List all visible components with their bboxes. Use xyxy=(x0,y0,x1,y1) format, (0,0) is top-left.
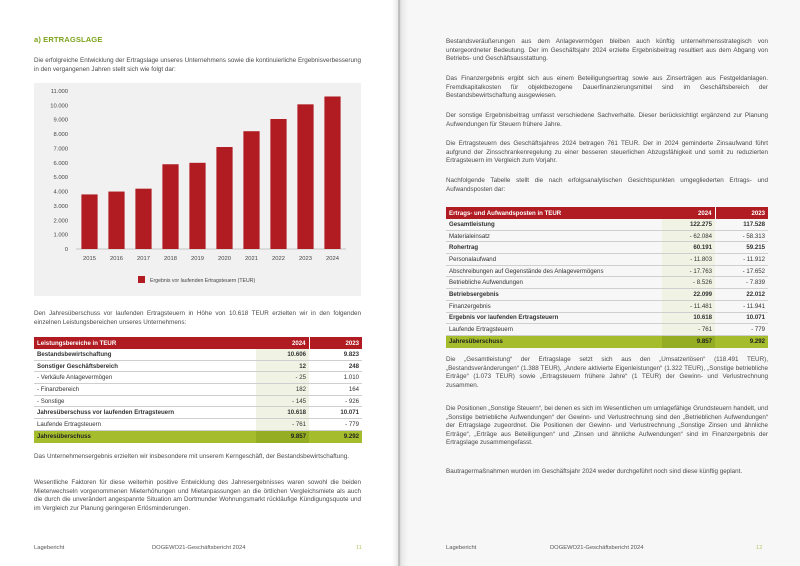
y-tick-label: 10.000 xyxy=(50,103,68,110)
y-tick-label: 1.000 xyxy=(53,232,68,239)
header-label: Ertrags- und Aufwandsposten in TEUR xyxy=(446,207,662,219)
value-2023: 117.528 xyxy=(715,219,768,230)
value-2023: 10.071 xyxy=(309,407,362,419)
table-row xyxy=(446,254,768,266)
value-2024: 182 xyxy=(256,384,309,396)
paragraph-total-output: Die „Gesamtleistung“ der Ertragslage setzt sich aus den „Umsatzerlösen“ (118.491 TEUR), „Bestandsveränderungen“ (1.388 TEUR), „Andere aktivierte Eigenleistungen“ (1.322 TEUR), „Sonstige betriebliche Erträge“ (1.073 TEUR) sowie „Ertragsteuern frühere Jahre“ (1 TEUR) der Gewinn- und Verlustrechnung zusammen. xyxy=(446,356,768,389)
value-2023: - 11.941 xyxy=(715,300,768,312)
x-tick-label: 2021 xyxy=(245,256,258,262)
value-2024: 12 xyxy=(256,360,309,372)
value-2023: - 11.912 xyxy=(715,254,768,266)
table-row xyxy=(446,277,768,289)
value-2023: 59.215 xyxy=(715,242,768,254)
left-page xyxy=(0,0,398,566)
bar-2019 xyxy=(189,163,205,249)
factors-paragraph: Wesentliche Faktoren für diese weiterhin positive Entwicklung des Jahresergebnisses waren sowohl die beiden Mieterwechseln vorgenommenen Mieterhöhungen und Mietanpassungen an die örtlichen Vergleichsmiete als auch die durch die unverändert angespannte Situation am Dortmunder Wohnungsmarkt rückläufige Kündigungsquote und im Vergleich zur Planung geringeren Erlösminderungen. xyxy=(34,479,361,512)
table-row xyxy=(34,407,362,419)
y-tick-label: 5.000 xyxy=(53,175,68,182)
total-label: Jahresüberschuss xyxy=(446,335,662,348)
total-2023: 9.292 xyxy=(715,335,768,348)
value-2024: 10.618 xyxy=(662,312,715,324)
bar-2017 xyxy=(135,189,151,249)
value-2023: - 926 xyxy=(309,395,362,407)
table-row xyxy=(446,289,768,301)
table-row xyxy=(446,242,768,254)
value-2023: - 58.313 xyxy=(715,230,768,242)
row-label: Jahresüberschuss vor laufenden Ertragsteuern xyxy=(34,407,256,419)
table-header xyxy=(34,337,362,349)
table-row xyxy=(34,395,362,407)
y-tick-label: 6.000 xyxy=(53,160,68,167)
business-areas-table xyxy=(34,337,362,443)
table-row xyxy=(446,324,768,336)
result-paragraph: Das Unternehmensergebnis erzielten wir insbesondere mit unserem Kerngeschäft, der Bestandsbewirtschaftung. xyxy=(34,453,350,460)
x-tick-label: 2018 xyxy=(164,256,177,262)
row-label: Sonstiger Geschäftsbereich xyxy=(34,360,256,372)
x-tick-label: 2023 xyxy=(299,256,312,262)
x-tick-label: 2019 xyxy=(191,256,204,262)
section-heading: a) ERTRAGSLAGE xyxy=(34,35,103,44)
row-label: Personalaufwand xyxy=(446,254,662,266)
y-tick-label: 4.000 xyxy=(53,189,68,196)
row-label: Betriebliche Aufwendungen xyxy=(446,277,662,289)
table-row xyxy=(446,230,768,242)
value-2023: 22.012 xyxy=(715,289,768,301)
x-tick-label: 2017 xyxy=(137,256,150,262)
total-2024: 9.857 xyxy=(662,335,715,348)
table-row xyxy=(34,419,362,431)
value-2023: 1.010 xyxy=(309,372,362,384)
y-tick-label: 9.000 xyxy=(53,117,68,124)
value-2024: 122.275 xyxy=(662,219,715,230)
page-number: 11 xyxy=(356,545,363,551)
value-2024: 22.099 xyxy=(662,289,715,301)
table-row xyxy=(446,219,768,230)
y-tick-label: 2.000 xyxy=(53,218,68,225)
value-2023: - 779 xyxy=(309,419,362,431)
footer-report-title: DOGEWO21-Geschäftsbericht 2024 xyxy=(152,545,246,551)
row-label: - Sonstige xyxy=(34,395,256,407)
value-2023: - 7.839 xyxy=(715,277,768,289)
total-label: Jahresüberschuss xyxy=(34,430,256,443)
table-row xyxy=(34,360,362,372)
table-row xyxy=(34,372,362,384)
earnings-chart xyxy=(34,83,361,296)
x-tick-label: 2016 xyxy=(110,256,123,262)
row-label: Abschreibungen auf Gegenstände des Anlagevermögens xyxy=(446,265,662,277)
row-label: Rohertrag xyxy=(446,242,662,254)
table-row xyxy=(34,384,362,396)
income-expense-table xyxy=(446,207,768,348)
paragraph-asset-sales: Bestandsveräußerungen aus dem Anlagevermögen bleiben auch künftig unternehmensstrategisch von untergeordneter Bedeutung. Der im Geschäftsjahr 2024 erzielte Ergebnisbeitrag resultiert aus dem Abgang von Betriebs- und Geschäftsausstattung. xyxy=(446,38,768,63)
page-number: 12 xyxy=(756,545,763,551)
value-2023: 248 xyxy=(309,360,362,372)
row-label: Finanzergebnis xyxy=(446,300,662,312)
value-2023: 9.823 xyxy=(309,349,362,360)
chart-followup-paragraph: Den Jahresüberschuss vor laufenden Ertragsteuern in Höhe von 10.618 TEUR erzielten wir in den folgenden einzelnen Leistungsbereichen unseres Unternehmens: xyxy=(34,310,361,326)
bar-2015 xyxy=(81,194,97,249)
y-tick-label: 11.000 xyxy=(50,89,68,95)
value-2024: 10.618 xyxy=(256,407,309,419)
header-2024: 2024 xyxy=(256,337,309,349)
value-2024: - 25 xyxy=(256,372,309,384)
value-2024: 60.191 xyxy=(662,242,715,254)
table-row xyxy=(34,349,362,360)
table-row xyxy=(446,312,768,324)
x-tick-label: 2024 xyxy=(326,256,339,262)
value-2024: - 62.084 xyxy=(662,230,715,242)
total-row xyxy=(34,430,362,443)
table-row xyxy=(446,300,768,312)
legend-label: Ergebnis vor laufenden Ertragsteuern (TEUR) xyxy=(150,278,256,284)
paragraph-developer-measures: Bautragermaßnahmen wurden im Geschäftsjahr 2024 weder durchgeführt noch sind diese künftig geplant. xyxy=(446,468,743,475)
y-tick-label: 8.000 xyxy=(53,132,68,139)
total-2023: 9.292 xyxy=(309,430,362,443)
bar-2018 xyxy=(162,164,178,249)
paragraph-table-intro: Nachfolgende Tabelle stellt die nach erfolgsanalytischen Gesichtspunkten umgegliederten Ertrags- und Aufwandsposten dar: xyxy=(446,177,768,193)
row-label: Ergebnis vor laufenden Ertragsteuern xyxy=(446,312,662,324)
x-tick-label: 2015 xyxy=(83,256,96,262)
y-tick-label: 0 xyxy=(64,247,68,253)
header-label: Leistungsbereiche in TEUR xyxy=(34,337,256,349)
row-label: Gesamtleistung xyxy=(446,219,662,230)
page-fold-shadow xyxy=(392,0,408,566)
value-2024: - 761 xyxy=(662,324,715,336)
row-label: Materialeinsatz xyxy=(446,230,662,242)
bar-2020 xyxy=(216,147,232,249)
legend-swatch xyxy=(138,276,145,283)
row-label: - Finanzbereich xyxy=(34,384,256,396)
total-2024: 9.857 xyxy=(256,430,309,443)
right-page xyxy=(400,0,800,566)
row-label: Bestandsbewirtschaftung xyxy=(34,349,256,360)
bar-2016 xyxy=(108,192,124,249)
value-2024: - 11.803 xyxy=(662,254,715,266)
paragraph-taxes: Die Ertragsteuern des Geschäftsjahres 2024 betragen 761 TEUR. Der in 2024 geminderte Zinsaufwand führt aufgrund der Zinsschrankenregelung zu einer besseren steuerlichen Abzugsfähigkeit und somit zu reduzierten Ertragsteuern im Vergleich zum Vorjahr. xyxy=(446,140,768,165)
value-2024: - 17.763 xyxy=(662,265,715,277)
y-tick-label: 3.000 xyxy=(53,203,68,210)
paragraph-other-result: Der sonstige Ergebnisbeitrag umfasst verschiedene Sachverhalte. Dieser berücksichtigt ergänzend zur Planung Aufwendungen für Steuern frühere Jahre. xyxy=(446,112,768,128)
intro-paragraph: Die erfolgreiche Entwicklung der Ertragslage unseres Unternehmens sowie die kontinuierliche Ergebnisverbesserung in den vergangenen Jahren stellt sich wie folgt dar: xyxy=(34,57,361,73)
bar-2022 xyxy=(270,119,286,249)
table-header xyxy=(446,207,768,219)
bar-2021 xyxy=(243,131,259,249)
value-2024: - 8.526 xyxy=(662,277,715,289)
x-tick-label: 2020 xyxy=(218,256,231,262)
value-2023: 10.071 xyxy=(715,312,768,324)
header-2024: 2024 xyxy=(662,207,715,219)
y-tick-label: 7.000 xyxy=(53,146,68,153)
bar-2023 xyxy=(297,104,313,249)
value-2024: - 145 xyxy=(256,395,309,407)
value-2023: - 779 xyxy=(715,324,768,336)
table-row xyxy=(446,265,768,277)
row-label: Laufende Ertragsteuern xyxy=(446,324,662,336)
footer-section-label: Lagebericht xyxy=(446,545,477,551)
header-2023: 2023 xyxy=(715,207,768,219)
paragraph-positions: Die Positionen „Sonstige Steuern“, bei denen es sich im Wesentlichen um umlagefähige Grundsteuern handelt, und „Sonstige betriebliche Aufwendungen“ der Gewinn- und Verlustrechnung sind den „Betrieblichen Aufwendungen“ der Ertragslage zugeordnet. Die Positionen der Gewinn- und Verlustrechnung „Sonstige Zinsen und ähnliche Erträge“, „Erträge aus Beteiligungen“ und „Zinsen und ähnliche Aufwendungen“ sind im Finanzergebnis der Ertragslage zusammengefasst. xyxy=(446,405,768,447)
row-label: - Verkäufe Anlagevermögen xyxy=(34,372,256,384)
bar-chart-svg xyxy=(34,83,361,296)
value-2023: - 17.652 xyxy=(715,265,768,277)
footer-section-label: Lagebericht xyxy=(34,545,65,551)
x-tick-label: 2022 xyxy=(272,256,285,262)
header-2023: 2023 xyxy=(309,337,362,349)
value-2024: 10.606 xyxy=(256,349,309,360)
value-2024: - 11.481 xyxy=(662,300,715,312)
paragraph-financial-result: Das Finanzergebnis ergibt sich aus einem Beteiligungsertrag sowie aus Zinserträgen aus Festgeldanlagen. Fremdkapitalkosten für objektbezogene Dauerfinanzierungsmittel sind im Geschäftsbereich der Bestandsbewirtschaftung ausgewiesen. xyxy=(446,75,768,100)
footer-report-title: DOGEWO21-Geschäftsbericht 2024 xyxy=(550,545,644,551)
row-label: Laufende Ertragsteuern xyxy=(34,419,256,431)
bar-2024 xyxy=(324,96,340,249)
total-row xyxy=(446,335,768,348)
row-label: Betriebsergebnis xyxy=(446,289,662,301)
value-2024: - 761 xyxy=(256,419,309,431)
value-2023: 164 xyxy=(309,384,362,396)
